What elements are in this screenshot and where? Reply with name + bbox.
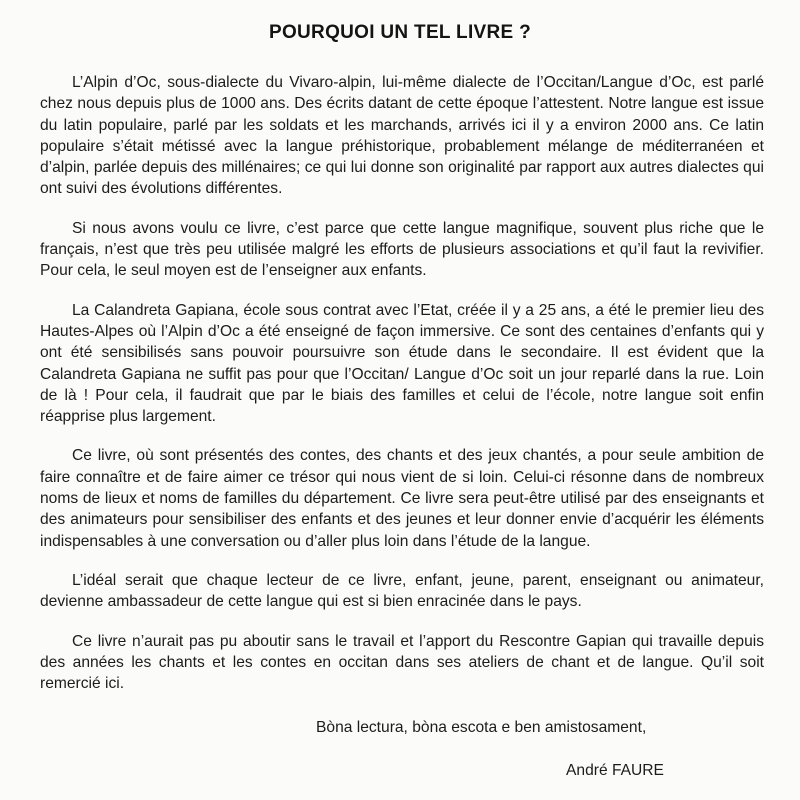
paragraph-5: L’idéal serait que chaque lecteur de ce livre, enfant, jeune, parent, enseignant ou animateur, devienne ambassadeur de cette langue qui est si bien enracinée dans le pays. [40,571,764,611]
document-body [40,72,764,712]
paragraph-3: La Calandreta Gapiana, école sous contrat avec l’Etat, créée il y a 25 ans, a été le premier lieu des Hautes-Alpes où l’Alpin d’Oc a été enseigné de façon immersive. Ce sont des centaines d’enfants qui y ont été sensibilisés sans pouvoir poursuivre son étude dans le secondaire. Il est évident que la Calandreta Gapiana ne suffit pas pour que l’Occitan/ Langue d’Oc soit un jour reparlé dans la rue. Loin de là ! Pour cela, il faudrait que par le biais des familles et celui de l’école, notre langue soit enfin réapprise plus largement. [40,301,764,426]
paragraph-6: Ce livre n’aurait pas pu aboutir sans le travail et l’apport du Rescontre Gapian qui travaille depuis des années les chants et les contes en occitan dans ses ateliers de chant et de langue. Qu’il soit remercié ici. [40,632,764,693]
paragraph-2: Si nous avons voulu ce livre, c’est parce que cette langue magnifique, souvent plus riche que le français, n’est que très peu utilisée malgré les efforts de plusieurs associations et qu’il faut la revivifier. Pour cela, le seul moyen est de l’enseigner aux enfants. [40,219,764,280]
page-title: POURQUOI UN TEL LIVRE ? [268,22,531,43]
closing-greeting: Bòna lectura, bòna escota e ben amistosament, [316,719,647,736]
author-signature: André FAURE [566,762,664,779]
paragraph-1: L’Alpin d’Oc, sous-dialecte du Vivaro-alpin, lui-même dialecte de l’Occitan/Langue d’Oc, est parlé chez nous depuis plus de 1000 ans. Des écrits datant de cette époque l’attestent. Notre langue est issue du latin populaire, parlé par les soldats et les marchands, arrivés ici il y a environ 2000 ans. Ce latin populaire s’était métissé avec la langue préhistorique, probablement mélange de méditerranéen et d’alpin, parlée depuis des millénaires; ce qui lui donne son originalité par rapport aux autres dialectes qui ont suivi des évolutions différentes. [40,74,764,198]
paragraph-4: Ce livre, où sont présentés des contes, des chants et des jeux chantés, a pour seule ambition de faire connaître et de faire aimer ce trésor qui nous vient de si loin. Celui-ci résonne dans de nombreux noms de lieux et noms de familles du département. Ce livre sera peut-être utilisé par des enseignants et des animateurs pour sensibiliser des enfants et des jeunes et leur donner envie d’acquérir les éléments indispensables à une conversation ou d’aller plus loin dans l’étude de la langue. [40,447,764,550]
